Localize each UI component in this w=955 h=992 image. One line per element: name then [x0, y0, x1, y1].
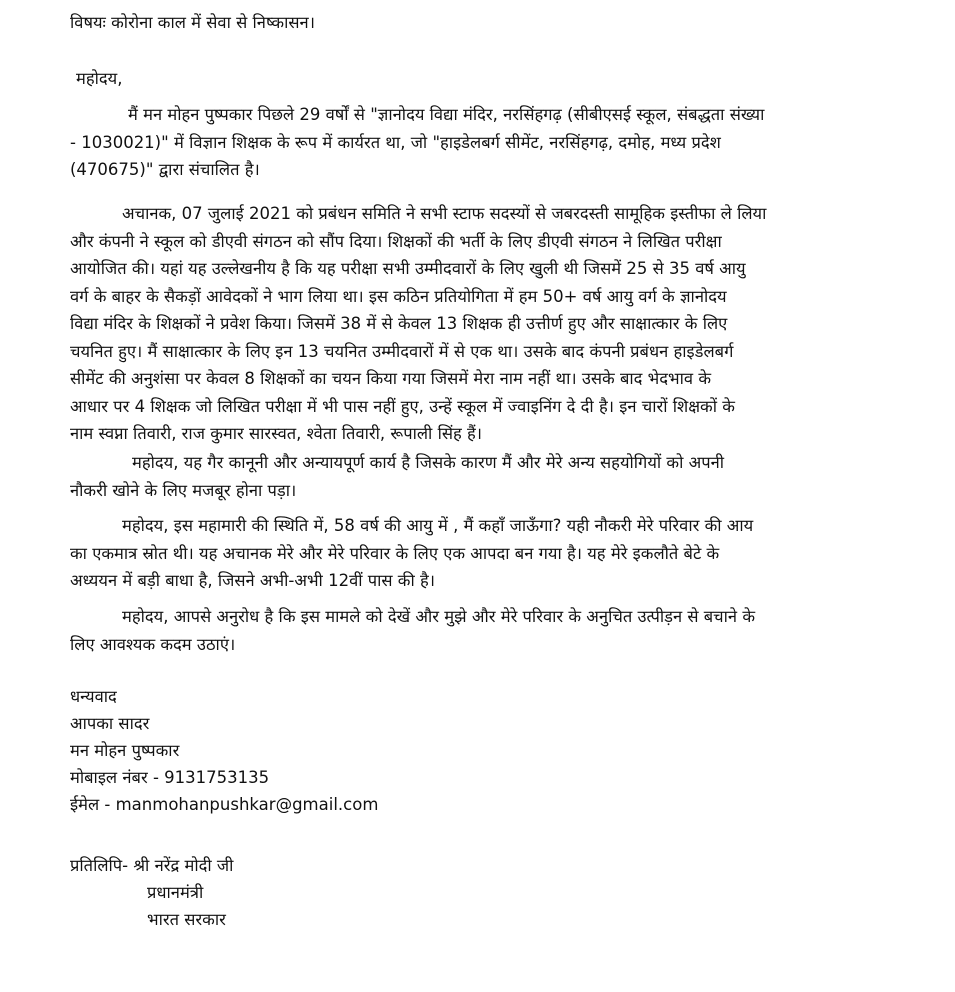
paragraph-line: वर्ग के बाहर के सैकड़ों आवेदकों ने भाग लिया था। इस कठिन प्रतियोगिता में हम 50+ वर्ष आयु वर्ग के ज्ञानोदय: [70, 286, 727, 306]
paragraph-2: [70, 200, 918, 448]
subject-line: विषयः कोरोना काल में सेवा से निष्कासन।: [70, 13, 315, 32]
paragraph-line: आयोजित की। यहां यह उल्लेखनीय है कि यह परीक्षा सभी उम्मीदवारों के लिए खुली थी जिसमें 25 से 35 वर्ष आयु: [70, 259, 746, 278]
closing-regards: आपका सादर: [70, 714, 150, 733]
paragraph-1: [70, 101, 918, 184]
paragraph-3: [70, 449, 918, 504]
paragraph-line: अध्ययन में बड़ी बाधा है, जिसने अभी-अभी 12वीं पास की है।: [70, 571, 436, 590]
paragraph-line: महोदय, आपसे अनुरोध है कि इस मामले को देखें और मुझे और मेरे परिवार के अनुचित उत्पीड़न से बचाने के: [122, 607, 755, 626]
paragraph-line: महोदय, यह गैर कानूनी और अन्यायपूर्ण कार्य है जिसके कारण मैं और मेरे अन्य सहयोगियों को अपनी: [132, 453, 725, 472]
sender-email: ईमेल - manmohanpushkar@gmail.com: [70, 795, 379, 814]
paragraph-line: विद्या मंदिर के शिक्षकों ने प्रवेश किया। जिसमें 38 में से केवल 13 शिक्षक ही उत्तीर्ण हुए और साक्षात्कार के लिए: [70, 314, 728, 333]
paragraph-line: चयनित हुए। मैं साक्षात्कार के लिए इन 13 चयनित उम्मीदवारों में से एक था। उसके बाद कंपनी प्रबंधन हाइडेलबर्ग: [70, 341, 734, 361]
sender-mobile: मोबाइल नंबर - 9131753135: [70, 768, 270, 787]
paragraph-line: (470675)" द्वारा संचालित है।: [70, 160, 260, 179]
paragraph-line: नाम स्वप्ना तिवारी, राज कुमार सारस्वत, श्वेता तिवारी, रूपाली सिंह हैं।: [70, 424, 483, 443]
closing-thanks: धन्यवाद: [70, 687, 117, 706]
copy-to-block: [70, 852, 233, 933]
paragraph-line: नौकरी खोने के लिए मजबूर होना पड़ा।: [70, 480, 297, 500]
copy-to-designation: प्रधानमंत्री: [147, 883, 204, 902]
copy-to-recipient: प्रतिलिपि- श्री नरेंद्र मोदी जी: [70, 856, 234, 875]
paragraph-line: सीमेंट की अनुशंसा पर केवल 8 शिक्षकों का चयन किया गया जिसमें मेरा नाम नहीं था। उसके बाद भेदभाव के: [70, 369, 712, 388]
paragraph-line: मैं मन मोहन पुष्पकार पिछले 29 वर्षों से "ज्ञानोदय विद्या मंदिर, नरसिंहगढ़ (सीबीएसई स्कूल, संबद्धता संख्या: [128, 105, 765, 124]
paragraph-line: आधार पर 4 शिक्षक जो लिखित परीक्षा में भी पास नहीं हुए, उन्हें स्कूल में ज्वाइनिंग दे दी है। इन चारों शिक्षकों के: [70, 396, 735, 416]
paragraph-line: और कंपनी ने स्कूल को डीएवी संगठन को सौंप दिया। शिक्षकों की भर्ती के लिए डीएवी संगठन ने लिखित परीक्षा: [70, 231, 722, 251]
paragraph-line: अचानक, 07 जुलाई 2021 को प्रबंधन समिति ने सभी स्टाफ सदस्यों से जबरदस्ती सामूहिक इस्तीफा ले लिया: [122, 204, 767, 223]
closing-block: [70, 683, 378, 818]
sender-name: मन मोहन पुष्पकार: [70, 741, 180, 760]
paragraph-line: महोदय, इस महामारी की स्थिति में, 58 वर्ष की आयु में , मैं कहाँ जाऊँगा? यही नौकरी मेरे परिवार की आय: [122, 516, 754, 535]
paragraph-5: [70, 603, 918, 658]
paragraph-line: - 1030021)" में विज्ञान शिक्षक के रूप में कार्यरत था, जो "हाइडेलबर्ग सीमेंट, नरसिंहगढ़, दमोह, मध्य प्रदेश: [70, 132, 721, 152]
paragraph-4: [70, 512, 918, 595]
salutation: महोदय,: [76, 69, 123, 88]
paragraph-line: लिए आवश्यक कदम उठाएं।: [70, 634, 236, 654]
copy-to-government: भारत सरकार: [147, 910, 226, 929]
paragraph-line: का एकमात्र स्रोत थी। यह अचानक मेरे और मेरे परिवार के लिए एक आपदा बन गया है। यह मेरे इकलौते बेटे के: [70, 543, 720, 563]
